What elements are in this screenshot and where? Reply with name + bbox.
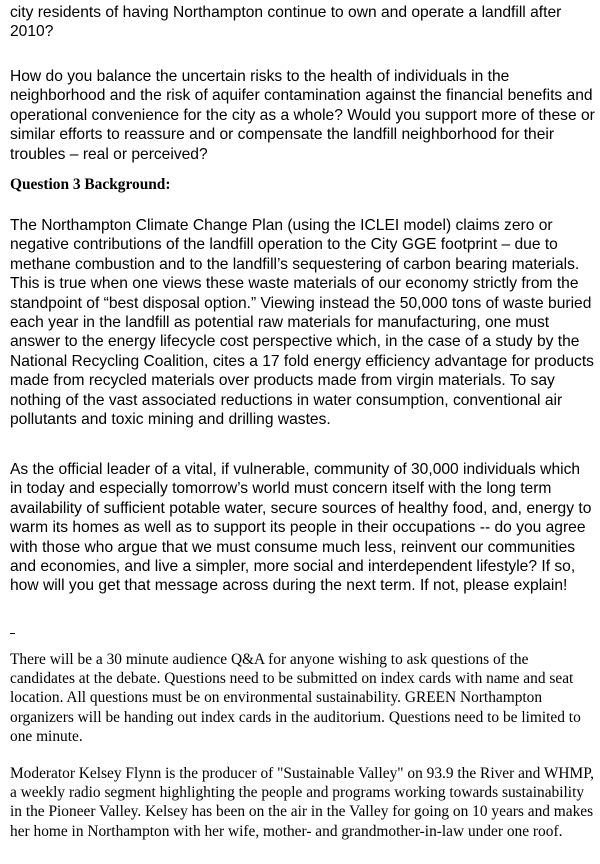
- paragraph-question-3-ask: As the official leader of a vital, if vulnerable, community of 30,000 individuals which in today and especially tomorrow’s world must concern itself with the long term availability of sufficient potable water, secure sources of healthy food, and, energy to warm its homes as well as to support its people in their occupations -- do you agree with those who argue that we must consume much less, reinvent our communities and economies, and live a simpler, more social and interdependent lifestyle? If so, how will you get that message across during the next term. If not, please explain!: [10, 461, 592, 595]
- footnote-moderator: Moderator Kelsey Flynn is the producer of "Sustainable Valley" on 93.9 the River and WHMP, a weekly radio segment highlighting the people and programs working towards sustainability in the Pioneer Valley. Kelsey has been on the air in the Valley for going on 10 years and makes her home in Northampton with her wife, mother- and grandmother-in-law under one roof.: [10, 765, 594, 840]
- footnote-audience-qa: There will be a 30 minute audience Q&A for anyone wishing to ask questions of the candidates at the debate. Questions need to be submitted on index cards with name and seat location. All questions must be on environmental sustainability. GREEN Northampton organizers will be handing out index cards in the auditorium. Questions need to be limited to one minute.: [10, 651, 581, 745]
- footnote-rule: [10, 633, 15, 634]
- paragraph-question-2-end: city residents of having Northampton continue to own and operate a landfill after 2010?: [10, 4, 562, 41]
- question-3-heading: Question 3 Background:: [10, 176, 171, 193]
- paragraph-question-2-balance: How do you balance the uncertain risks to the health of individuals in the neighborhood and the risk of aquifer contamination against the financial benefits and operational convenience for the city as a whole? Would you support more of these or similar efforts to reassure and or compensate the landfill neighborhood for their troubles – real or perceived?: [10, 68, 595, 163]
- paragraph-question-3-background: The Northampton Climate Change Plan (using the ICLEI model) claims zero or negative contributions of the landfill operation to the City GGE footprint – due to methane combustion and to the landfill’s sequestering of carbon bearing materials. This is true when one views these waste materials of our economy strictly from the standpoint of “best disposal option.” Viewing instead the 50,000 tons of waste buried each year in the landfill as potential raw materials for manufacturing, one must answer to the energy lifecycle cost perspective which, in the case of a study by the National Recycling Coalition, cites a 17 fold energy efficiency advantage for products made from recycled materials over products made from virgin materials. To say nothing of the vast associated reductions in water consumption, conventional air pollutants and toxic mining and drilling wastes.: [10, 217, 594, 429]
